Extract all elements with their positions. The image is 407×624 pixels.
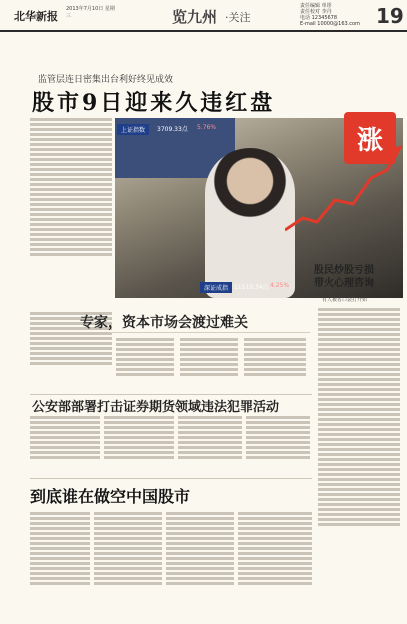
bottom-body-col3 (166, 510, 234, 618)
lead-kicker: 监管层连日密集出台利好终见成效 (38, 75, 174, 85)
contact-editor: 责任编辑 单彤 (300, 3, 332, 9)
shenzhen-index-value: 11510.34点 (234, 284, 269, 291)
section-title: 览九州 (172, 8, 218, 26)
middle-body-col1 (116, 336, 174, 392)
contact-block (300, 3, 370, 27)
rise-badge: 涨 (344, 112, 396, 164)
masthead-date: 2013年7月10日 星期三 (66, 6, 115, 19)
crime-headline: 公安部部署打击证券期货领域违法犯罪活动 (32, 400, 280, 415)
middle-body-col2 (180, 336, 238, 392)
sidebar-body-column (318, 306, 400, 616)
shanghai-index-change: 5.76% (197, 124, 217, 131)
contact-email: E-mail 10000@163.com (300, 21, 360, 27)
contact-phone: 电话 12345678 (300, 15, 338, 21)
middle-body-col3 (244, 336, 306, 392)
sidebar-headline-line1: 股民炒股亏损 (314, 265, 374, 276)
sidebar-headline-line2: 带火心理咨询 (314, 278, 374, 289)
shenzhen-index-label: 深证成指 (200, 282, 232, 293)
bottom-body-col4 (238, 510, 312, 618)
section-subtitle: ·关注 (225, 11, 251, 24)
shanghai-index-value: 3709.33点 (157, 126, 188, 133)
contact-proofreader: 责任校对 李丹 (300, 9, 332, 15)
shenzhen-index-change: 4.25% (270, 282, 290, 289)
crime-body-col4 (246, 414, 310, 476)
section-divider (30, 394, 312, 395)
crime-body-col1 (30, 414, 100, 476)
lead-body-column (30, 116, 112, 306)
sidebar-subheading: 有人被省口袋打开始 (322, 297, 368, 303)
crime-body-col2 (104, 414, 174, 476)
bottom-body-col1 (30, 510, 90, 618)
shanghai-index-label: 上证指数 (117, 124, 149, 135)
bottom-headline: 到底谁在做空中国股市 (30, 487, 191, 506)
lead-headline: 股市9日迎来久违红盘 (32, 90, 276, 116)
investor-figure (205, 148, 295, 298)
sidebar-headline (314, 264, 404, 290)
bottom-body-col2 (94, 510, 162, 618)
page-header (0, 0, 407, 32)
masthead: 北华新报 (14, 10, 58, 23)
crime-body-col3 (178, 414, 242, 476)
section-divider-2 (30, 478, 312, 479)
middle-headline: 专家，资本市场会渡过难关 (80, 315, 248, 331)
page-number: 19 (376, 4, 404, 28)
